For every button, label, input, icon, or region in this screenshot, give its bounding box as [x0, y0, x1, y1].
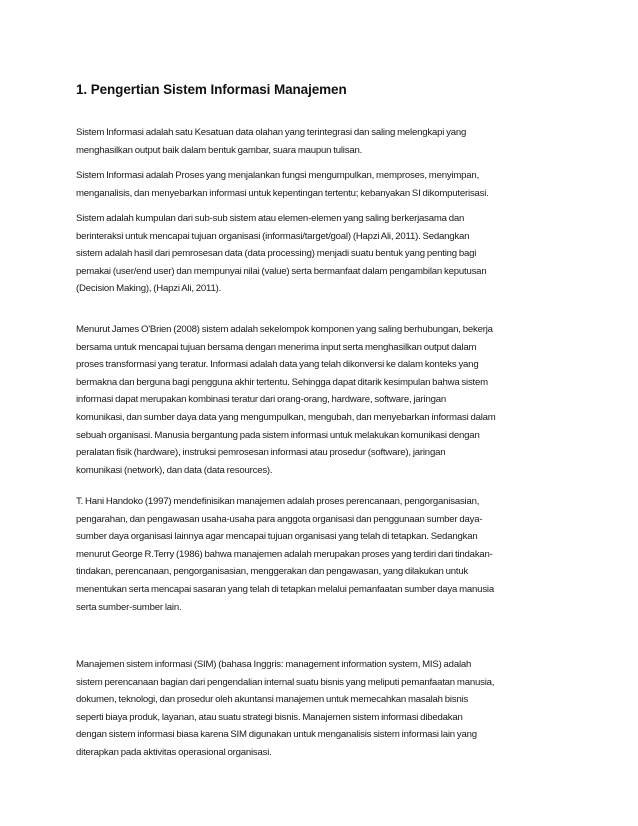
text-line: berinteraksi untuk mencapai tujuan organisasi (informasi/target/goal) (Hapzi Ali, 2011). Sedangkan [76, 230, 470, 242]
text-line: menganalisis, dan menyebarkan informasi untuk kepentingan tertentu; kebanyakan SI dikomputerisasi. [76, 187, 489, 199]
paragraph-hani-handoko [76, 493, 576, 616]
paragraph-sistem-informasi-definition-1 [76, 124, 576, 159]
text-line: seperti biaya produk, layanan, atau suatu strategi bisnis. Manajemen sistem informasi dibedakan [76, 711, 463, 723]
text-line: menentukan serta mencapai sasaran yang telah di tetapkan melalui pemanfaatan sumber daya manusia [76, 583, 494, 595]
text-line: serta sumber-sumber lain. [76, 601, 182, 613]
text-line: tindakan, perencanaan, pengorganisasian, menggerakan dan pengawasan, yang dilakukan untuk [76, 566, 469, 578]
text-line: menghasilkan output baik dalam bentuk gambar, suara maupun tulisan. [76, 144, 363, 156]
paragraph-manajemen-sistem-informasi [76, 656, 576, 762]
text-line: dokumen, teknologi, dan prosedur oleh akuntansi manajemen untuk memecahkan masalah bisnis [76, 694, 469, 706]
text-line: sebuah organisasi. Manusia bergantung pada sistem informasi untuk melakukan komunikasi dengan [76, 429, 480, 441]
text-line: pemakai (user/end user) dan mempunyai nilai (value) serta bermanfaat dalam pengambilan keputusan [76, 265, 487, 277]
paragraph-james-obrien [76, 321, 576, 479]
section-heading: 1. Pengertian Sistem Informasi Manajemen [76, 82, 347, 97]
text-line: Menurut James O'Brien (2008) sistem adalah sekelompok komponen yang saling berhubungan, bekerja [76, 324, 493, 335]
text-line: (Decision Making), (Hapzi Ali, 2011). [76, 283, 222, 295]
paragraph-sistem-informasi-definition-2 [76, 167, 576, 202]
text-line: Sistem Informasi adalah satu Kesatuan data olahan yang terintegrasi dan saling melengkapi yang [76, 127, 467, 138]
text-line: T. Hani Handoko (1997) mendefinisikan manajemen adalah proses perencanaan, pengorganisasian, [76, 496, 480, 507]
text-line: sumber daya organisasi lainnya agar mencapai tujuan organisasi yang telah di tetapkan. Sedangkan [76, 531, 478, 543]
paragraph-sistem-definition [76, 210, 576, 298]
text-line: Sistem adalah kumpulan dari sub-sub sistem atau elemen-elemen yang saling berkerjasama dan [76, 213, 465, 224]
text-line: komunikasi, dan sumber daya data yang mengumpulkan, mengubah, dan menyebarkan informasi dalam [76, 411, 496, 423]
text-line: peralatan fisik (hardware), instruksi pemrosesan informasi atau prosedur (software), jaringan [76, 447, 446, 459]
text-line: Manajemen sistem informasi (SIM) (bahasa Inggris: management information system, MIS) adalah [76, 659, 472, 670]
text-line: Sistem Informasi adalah Proses yang menjalankan fungsi mengumpulkan, memproses, menyimpan, [76, 170, 480, 181]
text-line: menurut George R.Terry (1986) bahwa manajemen adalah merupakan proses yang terdiri dari tindakan- [76, 548, 493, 560]
text-line: bersama untuk mencapai tujuan bersama dengan menerima input serta menghasilkan output dalam [76, 341, 477, 353]
text-line: komunikasi (network), dan data (data resources). [76, 464, 273, 476]
text-line: proses transformasi yang teratur. Informasi adalah data yang telah dikonversi ke dalam konteks yang [76, 359, 479, 371]
text-line: sistem perencanaan bagian dari pengendalian internal suatu bisnis yang meliputi pemanfaatan manusia, [76, 676, 495, 688]
text-line: bermakna dan berguna bagi pengguna akhir tertentu. Sehingga dapat ditarik kesimpulan bahwa sistem [76, 376, 488, 388]
text-line: sistem adalah hasil dari pemrosesan data (data processing) menjadi suatu bentuk yang penting bagi [76, 248, 477, 260]
text-line: dengan sistem informasi biasa karena SIM digunakan untuk menganalisis sistem informasi lain yang [76, 729, 477, 741]
text-line: informasi dapat merupakan kombinasi teratur dari orang-orang, hardware, software, jaringan [76, 394, 446, 406]
text-line: diterapkan pada aktivitas operasional organisasi. [76, 746, 272, 758]
text-line: pengarahan, dan pengawasan usaha-usaha para anggota organisasi dan penggunaan sumber daya- [76, 513, 483, 525]
